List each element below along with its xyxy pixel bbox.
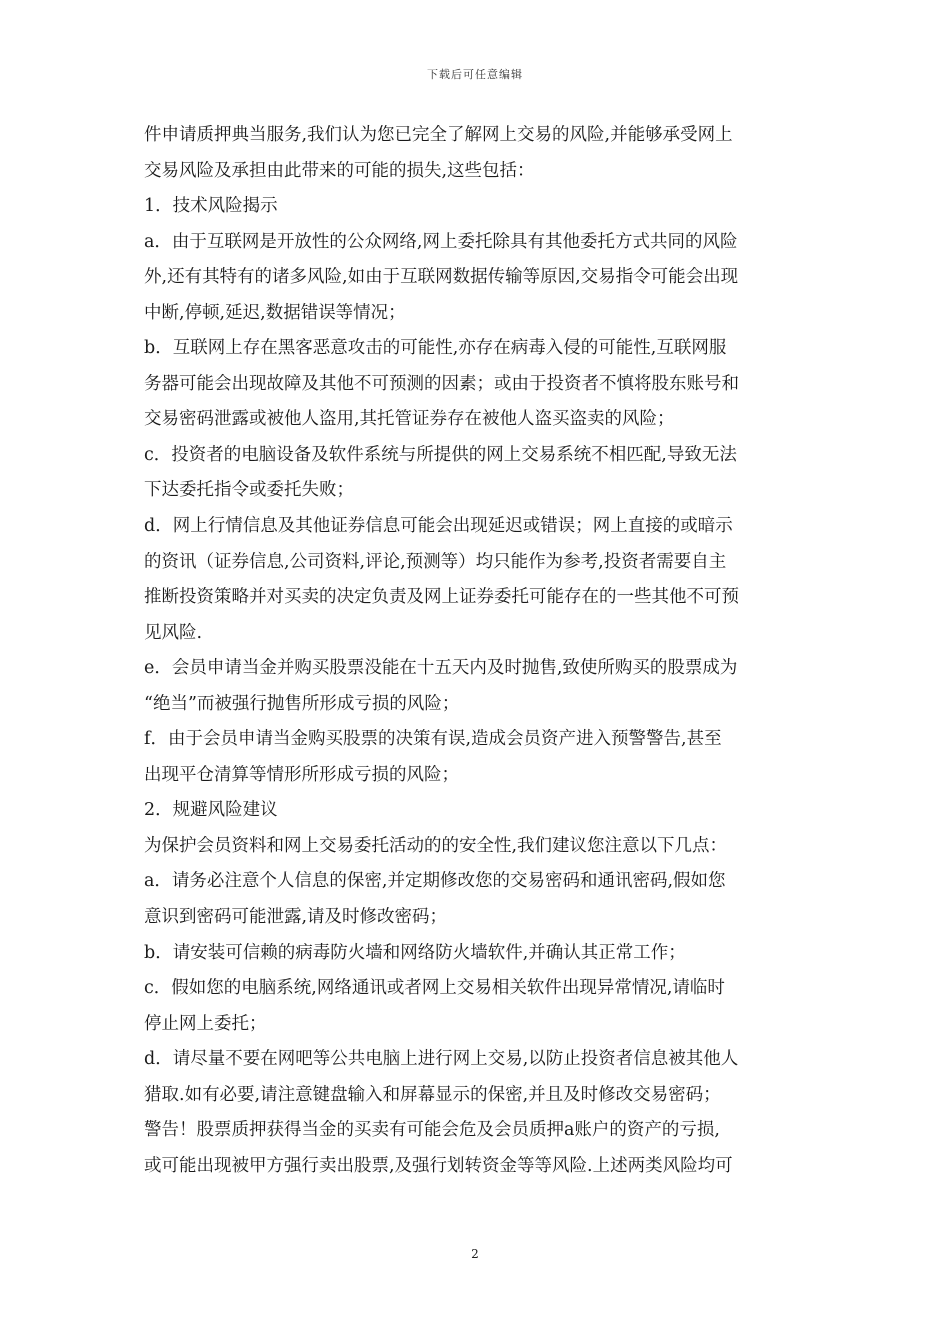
text-line: a．请务必注意个人信息的保密,并定期修改您的交易密码和通讯密码,假如您 — [144, 871, 726, 892]
text-line: 件申请质押典当服务,我们认为您已完全了解网上交易的风险,并能够承受网上 — [144, 125, 733, 145]
text-line: a．由于互联网是开放性的公众网络,网上委托除具有其他委托方式共同的风险 — [144, 231, 738, 252]
page-header: 下载后可任意编辑 — [427, 68, 523, 81]
text-line: 的资讯（证券信息,公司资料,评论,预测等）均只能作为参考,投资者需要自主 — [144, 551, 727, 572]
text-line: 意识到密码可能泄露,请及时修改密码； — [144, 907, 448, 928]
text-line: 务器可能会出现故障及其他不可预测的因素；或由于投资者不慎将股东账号和 — [144, 373, 739, 394]
text-line: 下达委托指令或委托失败； — [144, 480, 354, 501]
text-line: 交易风险及承担由此带来的可能的损失,这些包括： — [144, 160, 535, 181]
text-line: f．由于会员申请当金购买股票的决策有误,造成会员资产进入预警警告,甚至 — [144, 729, 722, 750]
text-line: b．互联网上存在黑客恶意攻击的可能性,亦存在病毒入侵的可能性,互联网服 — [144, 338, 727, 359]
text-line: 外,还有其特有的诸多风险,如由于互联网数据传输等原因,交易指令可能会出现 — [144, 267, 739, 288]
text-line: 推断投资策略并对买卖的决定负责及网上证券委托可能存在的一些其他不可预 — [144, 587, 739, 608]
text-line: 猎取.如有必要,请注意键盘输入和屏幕显示的保密,并且及时修改交易密码； — [144, 1084, 721, 1105]
document-body — [144, 118, 812, 1184]
text-line: 交易密码泄露或被他人盗用,其托管证券存在被他人盗买盗卖的风险； — [144, 409, 675, 430]
text-line: c．投资者的电脑设备及软件系统与所提供的网上交易系统不相匹配,导致无法 — [144, 444, 737, 465]
page-number: 2 — [471, 1247, 479, 1261]
text-line: c．假如您的电脑系统,网络通讯或者网上交易相关软件出现异常情况,请临时 — [144, 978, 725, 999]
text-line: d．请尽量不要在网吧等公共电脑上进行网上交易,以防止投资者信息被其他人 — [144, 1049, 739, 1070]
section-heading: 2．规避风险建议 — [144, 800, 278, 821]
section-heading: 1．技术风险揭示 — [144, 196, 278, 217]
text-line: 停止网上委托； — [144, 1013, 267, 1034]
text-line: 见风险. — [144, 622, 203, 643]
text-line: 出现平仓清算等情形所形成亏损的风险； — [144, 764, 459, 785]
text-line: “绝当”而被强行抛售所形成亏损的风险； — [144, 693, 460, 714]
warning-text-line: 警告！股票质押获得当金的买卖有可能会危及会员质押a账户的资产的亏损, — [144, 1120, 720, 1141]
text-line: 中断,停顿,延迟,数据错误等情况； — [144, 302, 406, 323]
text-line: d．网上行情信息及其他证券信息可能会出现延迟或错误；网上直接的或暗示 — [144, 516, 733, 537]
text-line: b．请安装可信赖的病毒防火墙和网络防火墙软件,并确认其正常工作； — [144, 942, 686, 963]
text-line: 为保护会员资料和网上交易委托活动的的安全性,我们建议您注意以下几点： — [144, 835, 728, 856]
text-line: e．会员申请当金并购买股票没能在十五天内及时抛售,致使所购买的股票成为 — [144, 658, 738, 679]
warning-text-line: 或可能出现被甲方强行卖出股票,及强行划转资金等等风险.上述两类风险均可 — [144, 1155, 733, 1176]
